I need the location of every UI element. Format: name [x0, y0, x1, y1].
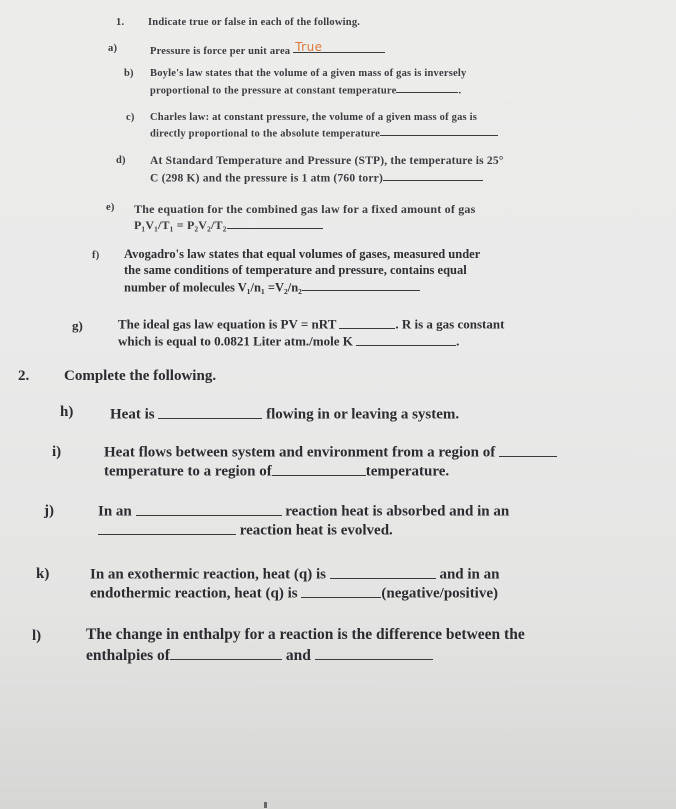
item-d-line-1: At Standard Temperature and Pressure (STP), the temperature is 25° [150, 155, 504, 167]
item-g-answer-blank-2[interactable] [356, 333, 456, 346]
question-2-instruction: Complete the following. [64, 368, 217, 384]
item-i-line-1: Heat flows between system and environment from a region of [104, 442, 557, 462]
item-l-line-2: enthalpies of and [86, 645, 433, 665]
item-j-line-1: In an reaction heat is absorbed and in an [98, 501, 509, 521]
item-l-line-1: The change in enthalpy for a reaction is the difference between the [86, 626, 525, 643]
item-i-answer-blank-1[interactable] [499, 442, 557, 457]
item-f-answer-blank[interactable] [302, 279, 420, 291]
item-b-letter: b) [124, 68, 134, 79]
item-a-statement: Pressure is force per unit area True [150, 43, 385, 57]
item-f-line-1: Avogadro's law states that equal volumes of gases, measured under [124, 247, 481, 261]
item-j-answer-blank-2[interactable] [98, 520, 236, 535]
item-i-letter: i) [52, 444, 62, 460]
item-g-line-2: which is equal to 0.0821 Liter atm./mole K . [118, 333, 460, 349]
item-c-letter: c) [126, 112, 135, 123]
question-2-number: 2. [18, 368, 30, 384]
item-k-answer-blank-1[interactable] [330, 564, 436, 579]
item-k-line-1: In an exothermic reaction, heat (q) is and in an [90, 564, 500, 584]
item-a-letter: a) [108, 43, 118, 54]
item-d-line-2: C (298 K) and the pressure is 1 atm (760 torr) [150, 170, 483, 184]
item-e-letter: e) [106, 202, 115, 213]
item-h-answer-blank[interactable] [158, 404, 262, 419]
item-g-line-1: The ideal gas law equation is PV = nRT . R is a gas constant [118, 316, 505, 332]
item-a-handwritten-answer: True [295, 40, 323, 54]
item-f-line-3: number of molecules V₁/n₁ =V₂/n₂ [124, 279, 420, 295]
item-g-answer-blank[interactable] [339, 316, 395, 329]
item-b-line-2: proportional to the pressure at constant temperature . [150, 83, 461, 96]
question-1-number: 1. [116, 17, 125, 28]
item-h-statement: Heat is flowing in or leaving a system. [110, 404, 459, 424]
item-i-answer-blank-2[interactable] [272, 461, 366, 476]
item-e-line-1: The equation for the combined gas law for a fixed amount of gas [134, 202, 476, 216]
item-f-letter: f) [92, 250, 100, 261]
item-b-answer-blank[interactable] [396, 83, 458, 93]
page-mark [264, 802, 267, 808]
item-k-line-2: endothermic reaction, heat (q) is (negative/positive) [90, 583, 498, 603]
item-a-answer-blank[interactable] [293, 40, 385, 54]
item-k-letter: k) [36, 566, 50, 582]
item-i-line-2: temperature to a region of temperature. [104, 461, 449, 481]
item-l-answer-blank-2[interactable] [315, 645, 433, 660]
item-g-letter: g) [72, 318, 83, 333]
item-c-answer-blank[interactable] [380, 126, 498, 136]
item-l-letter: l) [32, 628, 42, 644]
item-e-line-2: P₁V₁/T₁ = P₂V₂/T₂ [134, 217, 323, 233]
item-b-line-1: Boyle's law states that the volume of a given mass of gas is inversely [150, 68, 467, 79]
item-l-answer-blank-1[interactable] [170, 645, 282, 660]
item-h-letter: h) [60, 404, 74, 420]
item-f-line-2: the same conditions of temperature and pressure, contains equal [124, 263, 467, 277]
item-j-line-2: reaction heat is evolved. [98, 520, 393, 540]
item-c-line-2: directly proportional to the absolute temperature [150, 126, 498, 139]
question-1-instruction: Indicate true or false in each of the following. [148, 17, 361, 28]
item-e-answer-blank[interactable] [227, 217, 323, 229]
item-d-letter: d) [116, 155, 126, 166]
item-j-letter: j) [44, 503, 54, 519]
item-d-answer-blank[interactable] [383, 170, 483, 181]
item-j-answer-blank-1[interactable] [136, 501, 282, 516]
item-k-answer-blank-2[interactable] [301, 583, 381, 598]
item-c-line-1: Charles law: at constant pressure, the volume of a given mass of gas is [150, 112, 478, 123]
